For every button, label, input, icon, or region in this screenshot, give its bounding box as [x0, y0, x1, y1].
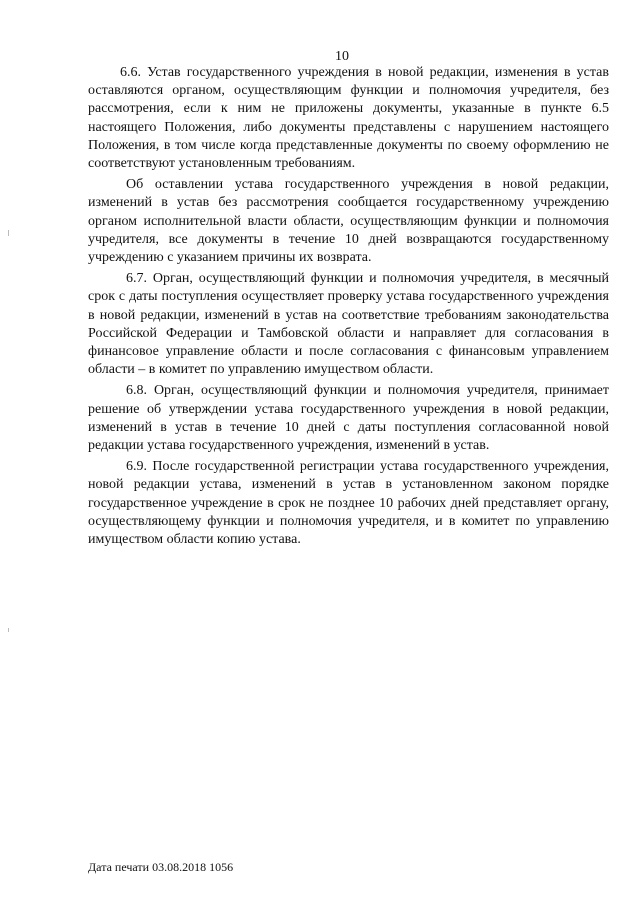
- scan-edge-mark-bottom: [8, 628, 9, 632]
- paragraph-6-6-continuation: Об оставлении устава государственного учреждения в новой редакции, изменений в устав без рассмотрения сообщается государственному учреждению органом исполнительной власти области, осуществляющим функции и полномочия учредителя, все документы в течение 10 дней возвращаются государственному учреждению с указанием причины их возврата.: [88, 177, 609, 266]
- paragraph-6-8: 6.8. Орган, осуществляющий функции и полномочия учредителя, принимает решение об утверждении устава государственного учреждения в новой редакции, изменений в устав в течение 10 дней с даты поступления согласованной новой редакции устава государственного учреждения, изменений в устав.: [88, 383, 609, 454]
- scan-edge-mark-top: [8, 230, 9, 236]
- paragraph-6-7: 6.7. Орган, осуществляющий функции и полномочия учредителя, в месячный срок с даты поступления осуществляет проверку устава государственного учреждения в новой редакции, изменений в устав на соответствие требованиям законодательства Российской Федерации и Тамбовской области и направляет для согласования в финансовое управление области и после согласования с финансовым управлением области – в комитет по управлению имуществом области.: [88, 271, 609, 378]
- paragraph-6-6: 6.6. Устав государственного учреждения в новой редакции, изменения в устав оставляются органом, осуществляющим функции и полномочия учредителя, без рассмотрения, если к ним не приложены документы, указанные в пункте 6.5 настоящего Положения, либо документы представлены с нарушением настоящего Положения, в том числе когда представленные документы по своему оформлению не соответствуют установленным требованиям.: [88, 65, 609, 172]
- paragraph-6-9: 6.9. После государственной регистрации устава государственного учреждения, новой редакции устава, изменений в устав в установленном законом порядке государственное учреждение в срок не позднее 10 рабочих дней представляет органу, осуществляющему функции и полномочия учредителя, и в комитет по управлению имуществом области копию устава.: [88, 459, 609, 548]
- page-number: 10: [335, 49, 349, 64]
- print-date-footer: Дата печати 03.08.2018 1056: [88, 860, 234, 874]
- document-body: [88, 64, 609, 552]
